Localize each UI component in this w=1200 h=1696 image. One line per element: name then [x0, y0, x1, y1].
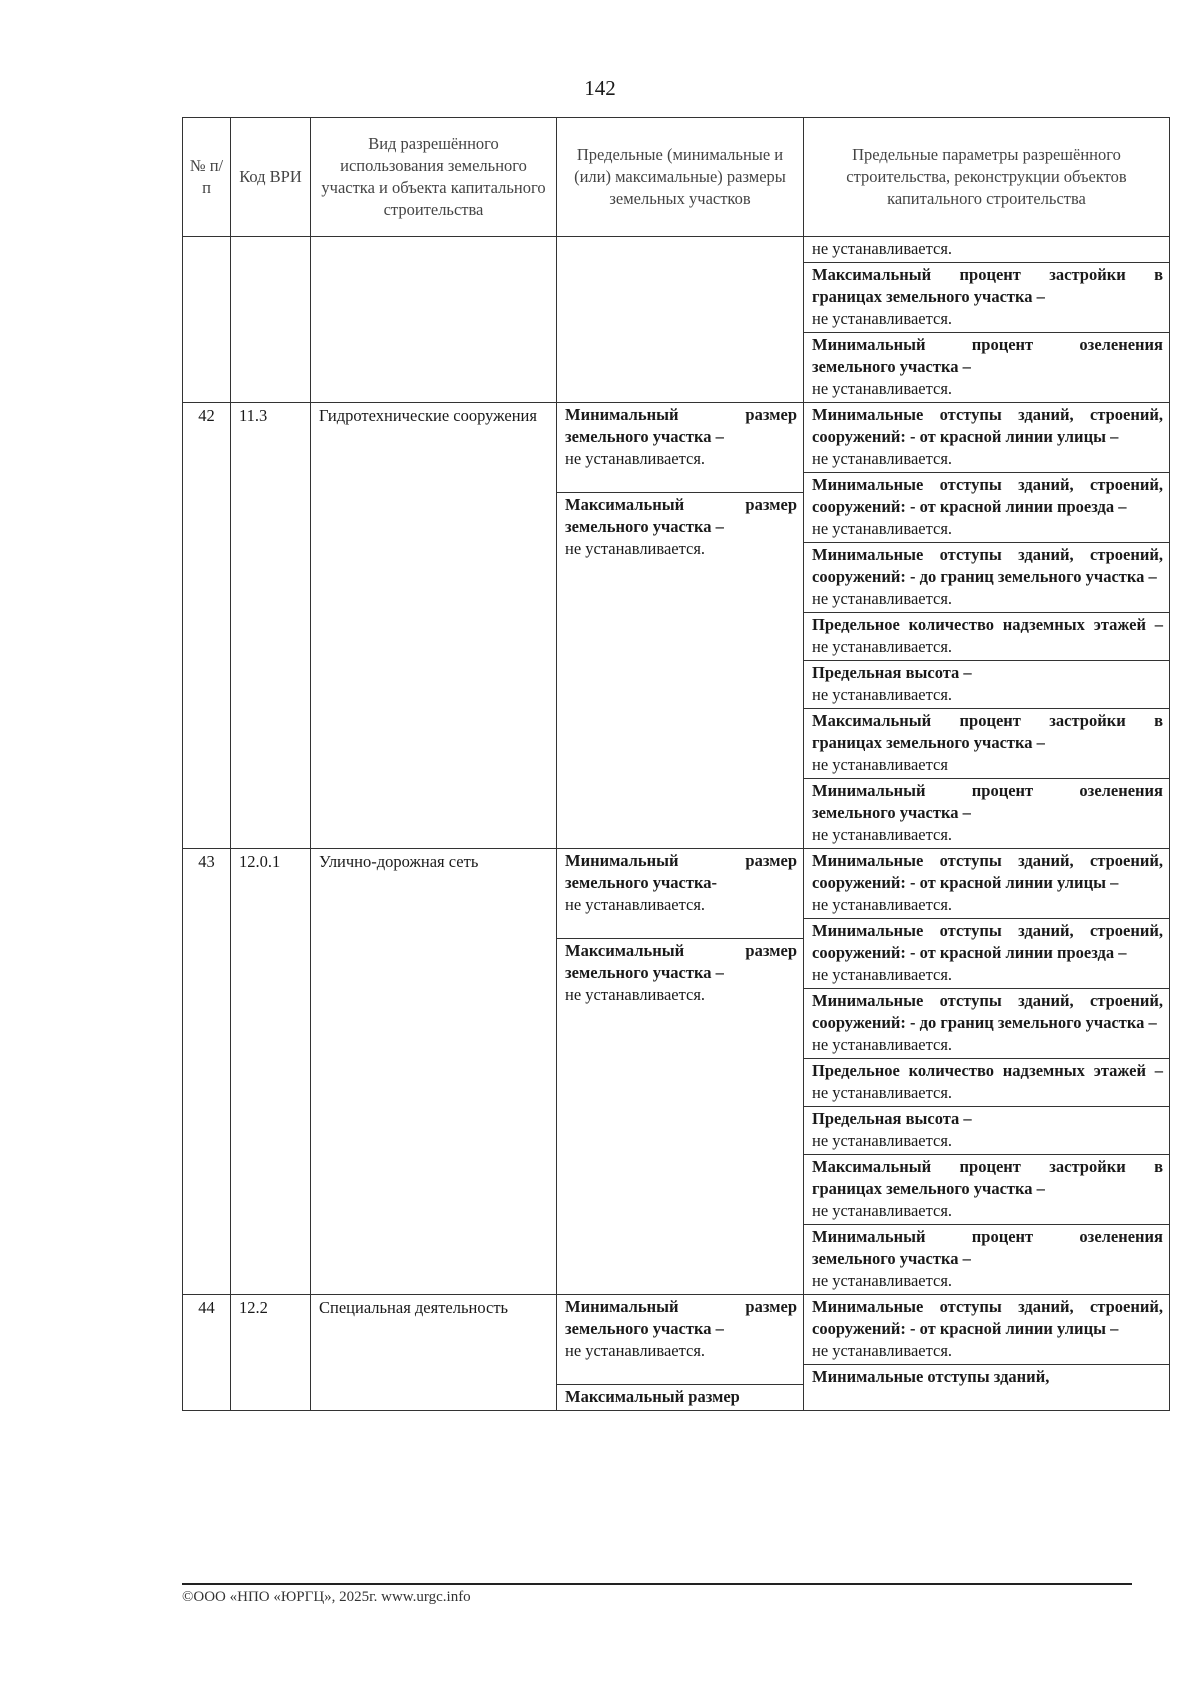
header-plot-size: Предельные (минимальные и (или) максимальные) размеры земельных участков [557, 118, 804, 237]
plot-size-cell [557, 849, 804, 1295]
param-item: Минимальные отступы зданий, строений, сооружений: - от красной линии улицы – не устанавливается. [804, 403, 1169, 473]
plot-size-cell [557, 403, 804, 849]
row-use: Специальная деятельность [311, 1295, 557, 1411]
param-item: Минимальный процент озеленения земельного участка – не устанавливается. [812, 781, 1163, 844]
param-item: Минимальный процент озеленения земельного участка – не устанавливается. [812, 335, 1163, 398]
param-item: Предельное количество надземных этажей – не устанавливается. [804, 613, 1169, 661]
param-item: не устанавливается. [804, 237, 1169, 263]
header-code: Код ВРИ [231, 118, 311, 237]
plot-size-cell [557, 1295, 804, 1411]
plot-min: Минимальный размер земельного участка- не устанавливается. [557, 849, 803, 939]
param-item: Минимальные отступы зданий, строений, сооружений: - до границ земельного участка – не устанавливается. [804, 989, 1169, 1059]
table-row [183, 1295, 1170, 1411]
param-item: Максимальный процент застройки в границах земельного участка – не устанавливается. [804, 1155, 1169, 1225]
header-use: Вид разрешённого использования земельного участка и объекта капитального строительства [311, 118, 557, 237]
param-item: Минимальные отступы зданий, [812, 1367, 1050, 1386]
plot-min: Минимальный размер земельного участка – не устанавливается. [557, 1295, 803, 1385]
header-params: Предельные параметры разрешённого строительства, реконструкции объектов капитального строительства [804, 118, 1170, 237]
param-item: Минимальные отступы зданий, строений, сооружений: - от красной линии проезда – не устанавливается. [804, 919, 1169, 989]
params-cell [804, 1295, 1170, 1411]
page-number: 142 [584, 76, 616, 100]
footer-copyright: ©ООО «НПО «ЮРГЦ», 2025г. www.urgc.info [182, 1589, 471, 1605]
plot-max: Максимальный размер [565, 1387, 740, 1406]
param-item: Минимальные отступы зданий, строений, сооружений: - от красной линии проезда – не устанавливается. [804, 473, 1169, 543]
param-item: Минимальный процент озеленения земельного участка – не устанавливается. [812, 1227, 1163, 1290]
param-item: Максимальный процент застройки в границах земельного участка – не устанавливается. [804, 263, 1169, 333]
row-use: Улично-дорожная сеть [311, 849, 557, 1295]
param-item: Предельная высота – не устанавливается. [804, 1107, 1169, 1155]
plot-max: Максимальный размер земельного участка – не устанавливается. [565, 495, 797, 558]
row-number: 43 [183, 849, 231, 1295]
param-item: Минимальные отступы зданий, строений, сооружений: - от красной линии улицы – не устанавливается. [804, 849, 1169, 919]
params-cell [804, 403, 1170, 849]
row-number: 42 [183, 403, 231, 849]
table-row [183, 849, 1170, 1295]
param-item: Предельная высота – не устанавливается. [804, 661, 1169, 709]
row-code: 12.2 [231, 1295, 311, 1411]
params-cell [804, 849, 1170, 1295]
regulations-table [182, 117, 1170, 1411]
plot-max: Максимальный размер земельного участка – не устанавливается. [565, 941, 797, 1004]
row-use: Гидротехнические сооружения [311, 403, 557, 849]
param-item: Минимальные отступы зданий, строений, сооружений: - от красной линии улицы – не устанавливается. [804, 1295, 1169, 1365]
params-cell [804, 237, 1170, 403]
header-num: № п/п [183, 118, 231, 237]
param-item: Максимальный процент застройки в границах земельного участка – не устанавливается [804, 709, 1169, 779]
footer-divider [182, 1583, 1132, 1585]
row-code: 11.3 [231, 403, 311, 849]
table-row [183, 403, 1170, 849]
param-item: Минимальные отступы зданий, строений, сооружений: - до границ земельного участка – не устанавливается. [804, 543, 1169, 613]
table-header-row [183, 118, 1170, 237]
table-row-continued [183, 237, 1170, 403]
row-code: 12.0.1 [231, 849, 311, 1295]
row-number: 44 [183, 1295, 231, 1411]
param-item: Предельное количество надземных этажей – не устанавливается. [804, 1059, 1169, 1107]
plot-min: Минимальный размер земельного участка – не устанавливается. [557, 403, 803, 493]
